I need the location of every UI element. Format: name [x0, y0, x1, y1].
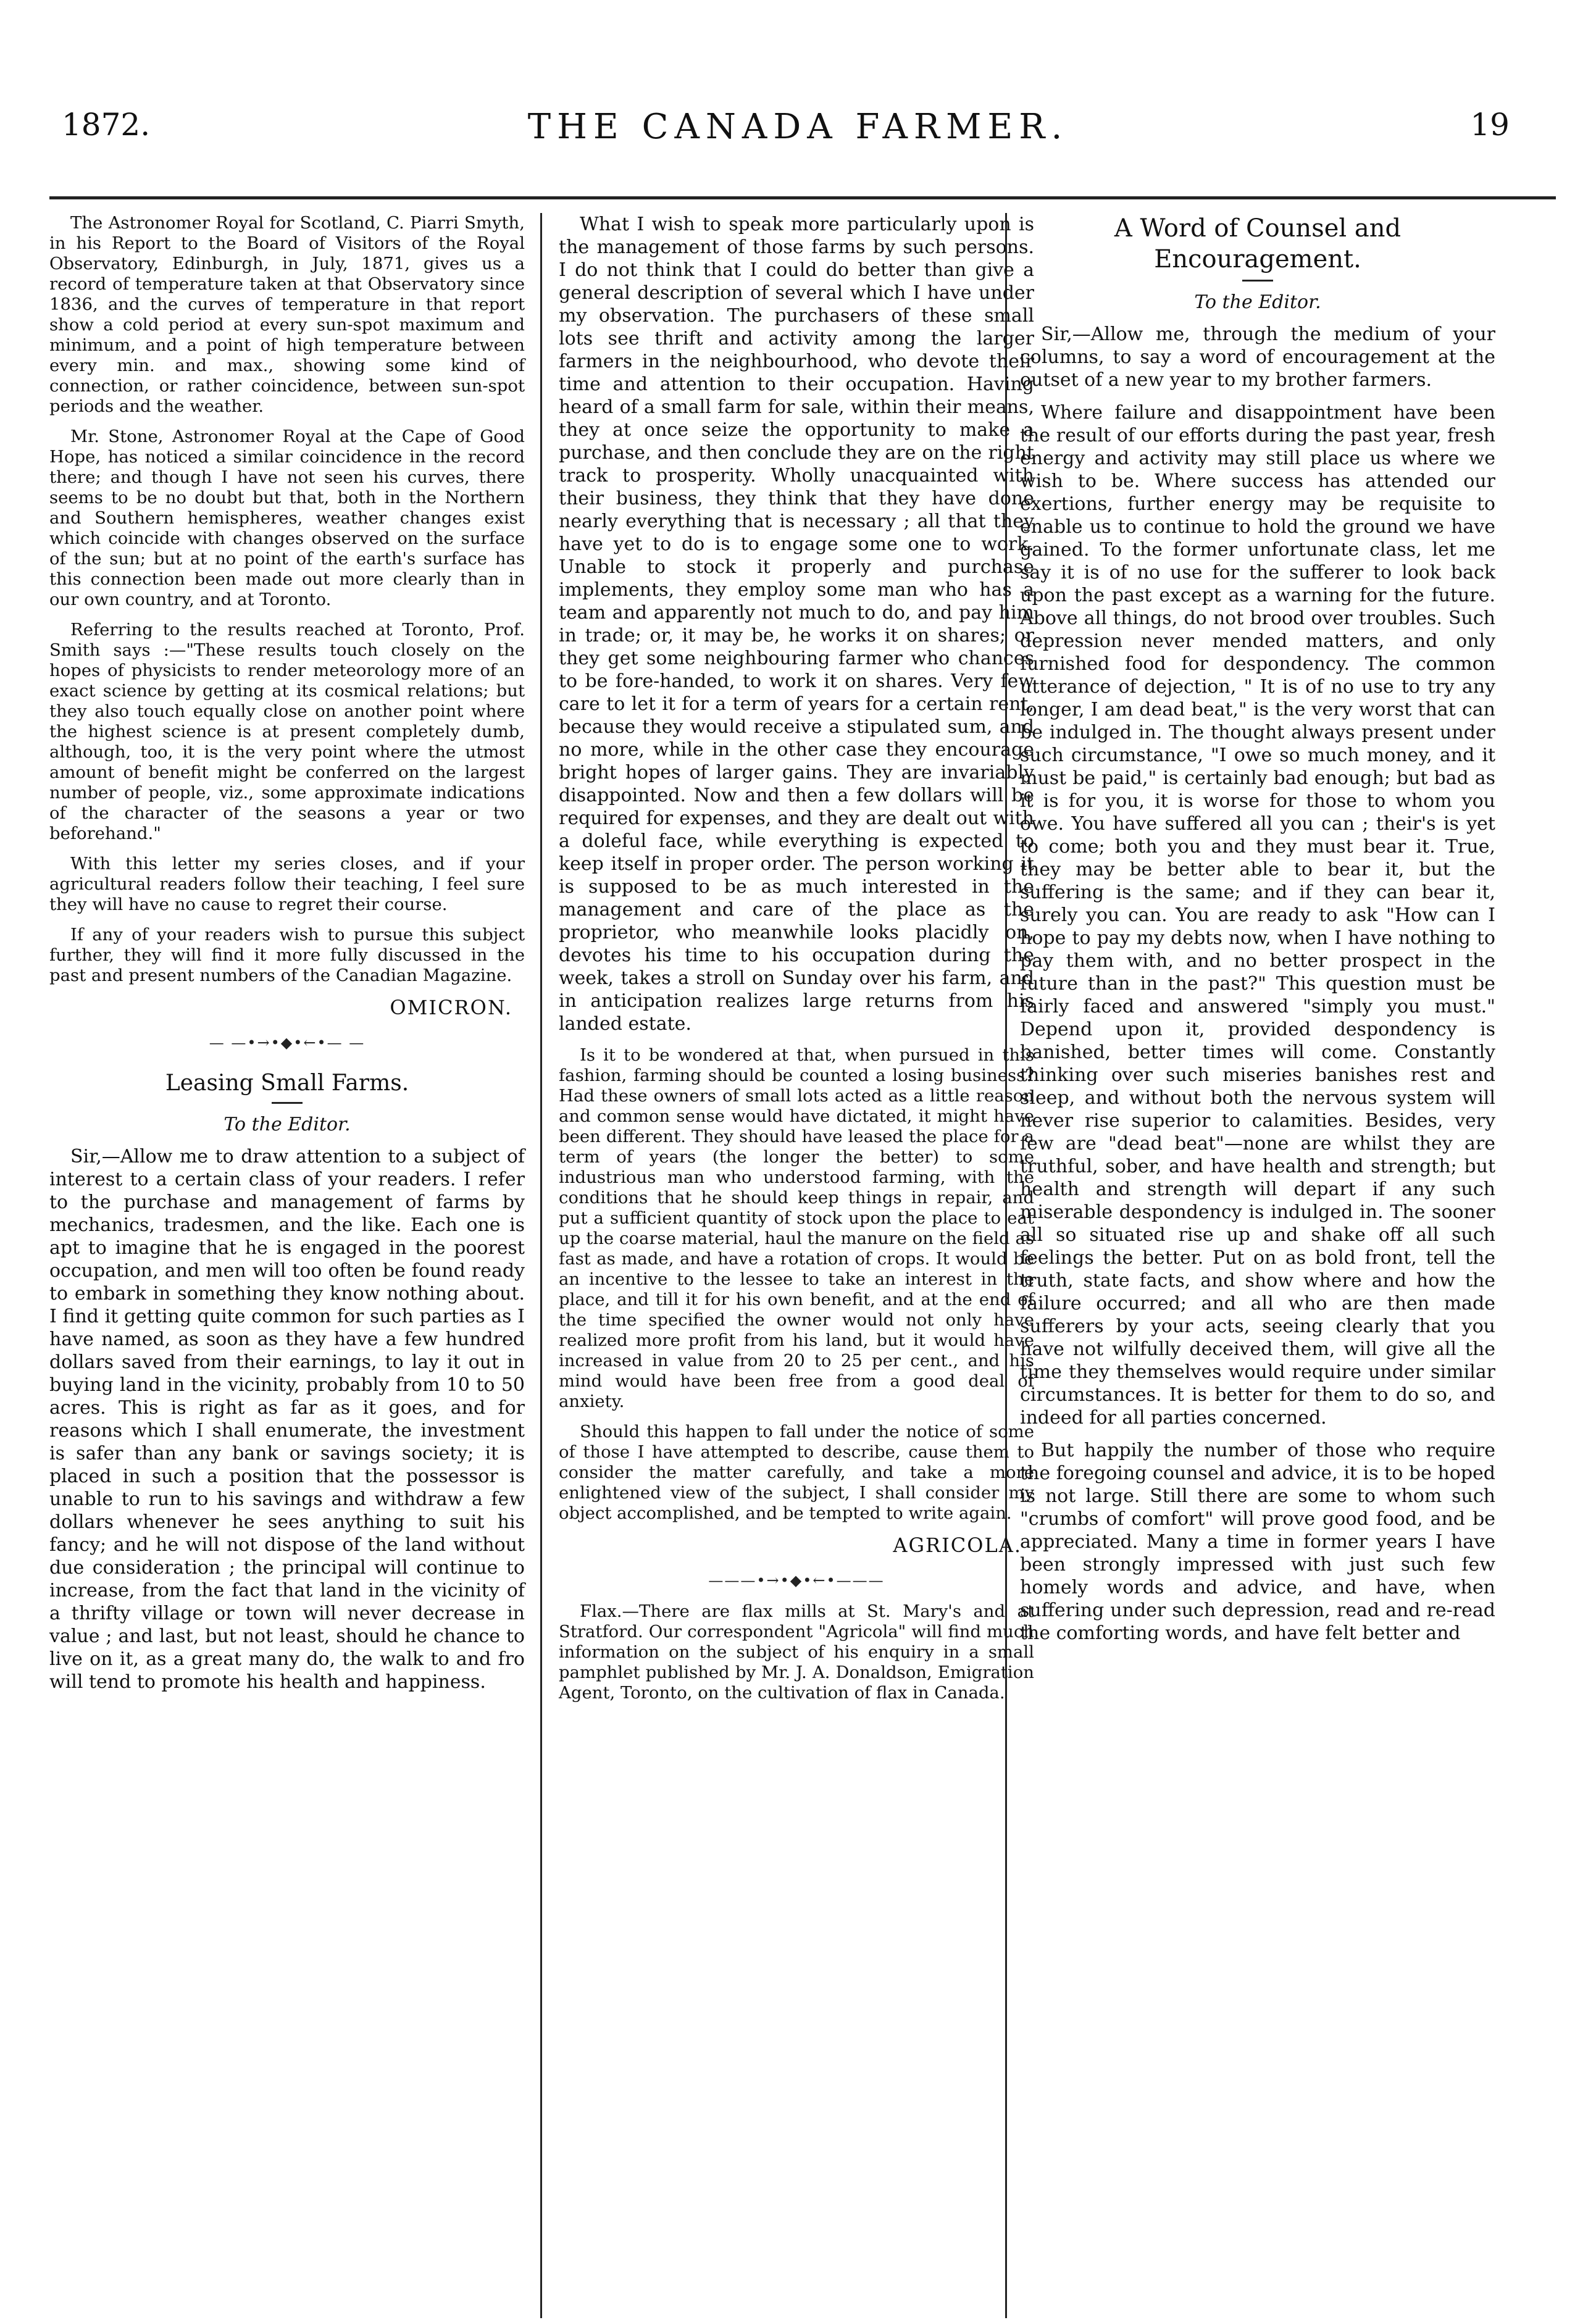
paragraph: Should this happen to fall under the notice of some of those I have attempted to describe, cause them to consider the matter carefully, and take a more enlightened view of the subject, I shall consider my object accomplished, and be tempted to write again.: [559, 1422, 1034, 1523]
column-2: [559, 213, 1034, 1713]
title-rule: [1242, 280, 1273, 282]
masthead-title: THE CANADA FARMER.: [527, 107, 1069, 147]
paragraph: Mr. Stone, Astronomer Royal at the Cape of Good Hope, has noticed a similar coincidence in the record there; and though I have not seen his curves, there seems to be no doubt but that, both in the Northern and Southern hemispheres, weather changes exist which coincide with changes observed on the surface of the sun; but at no point of the earth's surface has this connection been made out more clearly than in our own country, and at Toronto.: [49, 427, 525, 609]
column-3: [1020, 213, 1495, 1654]
article-title: A Word of Counsel and Encouragement.: [1114, 214, 1402, 273]
page-number: 19: [1470, 107, 1510, 143]
paragraph: Sir,—Allow me to draw attention to a subject of interest to a certain class of your readers. I refer to the purchase and management of farms by mechanics, tradesmen, and the like. Each one is apt to imagine that he is engaged in the poorest occupation, and men will too often be found ready to embark in something they know nothing about. I find it getting quite common for such parties as I have named, as soon as they have a few hundred dollars saved from their earnings, to lay it out in buying land in the vicinity, probably from 10 to 50 acres. This is right as far as it goes, and for reasons which I shall enumerate, the investment is safer than any bank or savings society; it is placed in such a position that the possessor is unable to run to his savings and withdraw a few dollars whenever he sees anything to suit his fancy; and he will not dispose of the land without due consideration ; the principal will continue to increase, from the fact that land in the vicinity of a thrifty village or town will never decrease in value ; and last, but not least, should he chance to live on it, as a great many do, the walk to and fro will tend to promote his health and happiness.: [49, 1146, 525, 1693]
column-1: [49, 213, 525, 1703]
ornament-divider: ———•→•◆•←•———: [708, 1572, 885, 1589]
signature: AGRICOLA.: [893, 1533, 1022, 1557]
paragraph: If any of your readers wish to pursue this subject further, they will find it more fully discussed in the past and present numbers of the Canadian Magazine.: [49, 925, 525, 985]
issue-year: 1872.: [62, 107, 151, 143]
paragraph: Is it to be wondered at that, when pursued in this fashion, farming should be counted a losing business? Had these owners of small lots acted as a little reason and common sense would have dictated, it might have been different. They should have leased the place for a term of years (the longer the better) to some industrious man who understood farming, with the conditions that he should keep things in repair, and put a sufficient quantity of stock upon the place to eat up the coarse material, haul the manure on the field as fast as made, and have a rotation of crops. It would be an incentive to the lessee to take an interest in the place, and till it for his own benefit, and at the end of the time specified the owner would not only have realized more profit from his land, but it would have increased in value from 20 to 25 per cent., and his mind would have been free from a good deal of anxiety.: [559, 1045, 1034, 1411]
title-rule: [272, 1102, 303, 1104]
paragraph: What I wish to speak more particularly upon is the management of those farms by such persons. I do not think that I could do better than give a general description of several which I have under my observation. The purchasers of these small lots see thrift and activity among the larger farmers in the neighbourhood, who devote their time and attention to their occupation. Having heard of a small farm for sale, within their means, they at once seize the opportunity to make a purchase, and then conclude they are on the right track to prosperity. Wholly unacquainted with their business, they think that they have done nearly everything that is necessary ; all that they have yet to do is to engage some one to work. Unable to stock it properly and purchase implements, they employ some man who has a team and apparently not much to do, and pay him in trade; or, it may be, he works it on shares; or they get some neighbouring farmer who chances to be fore-handed, to work it on shares. Very few care to let it for a term of years for a certain rent, because they would receive a stipulated sum, and no more, while in the other case they encourage bright hopes of larger gains. They are invariably disappointed. Now and then a few dollars will be required for expenses, and they are dealt out with a doleful face, while everything is expected to keep itself in proper order. The person working it is supposed to be as much interested in the management and care of the place as the proprietor, who meanwhile looks placidly on, devotes his time to his occupation during the week, takes a stroll on Sunday over his farm, and in anticipation realizes large returns from his landed estate.: [559, 214, 1034, 1035]
paragraph: But happily the number of those who require the foregoing counsel and advice, it is to be hoped is not large. Still there are some to whom such "crumbs of comfort" will prove good food, and be appreciated. Many a time in former years I have been strongly impressed with just such few homely words and advice, and have, when suffering under such depression, read and re-read the comforting words, and have felt better and: [1020, 1440, 1495, 1644]
salutation-heading: To the Editor.: [224, 1114, 351, 1135]
paragraph: Where failure and disappointment have been the result of our efforts during the past year, fresh energy and activity may still place us where we wish to be. Where success has attended our exertions, further energy may be requisite to enable us to continue to hold the ground we have gained. To the former unfortunate class, let me say it is of no use for the sufferer to look back upon the past except as a warning for the future. Above all things, do not brood over troubles. Such depression never mended matters, and only furnished food for despondency. The common utterance of dejection, " It is of no use to try any longer, I am dead beat," is the very worst that can be indulged in. The thought always present under such circumstance, "I owe so much money, and it must be paid," is certainly bad enough; but bad as it is for you, it is worse for those to whom you owe. You have suffered all you can ; their's is yet to come; both you and they must bear it. True, they may be better able to bear it, but the suffering is the same; and if they can bear it, surely you can. You are ready to ask "How can I hope to pay my debts now, when I have nothing to pay them with, and no better prospect in the future than in the past?" This question must be fairly faced and answered "simply you must." Depend upon it, provided despondency is banished, better times will come. Constantly thinking over such miseries banishes rest and sleep, and without both the nervous system will never rise superior to calamities. Besides, very few are "dead beat"—none are whilst they are truthful, sober, and have health and strength; but health and strength will depart if any such miserable despondency is indulged in. The sooner all so situated rise up and shake off all such feelings the better. Put on as bold front, tell the truth, state facts, and show where and how the failure occurred; and all who are then made sufferers by your acts, seeing clearly that you have not wilfully deceived them, will give all the time they themselves would require under similar circumstances. It is better for them to do so, and indeed for all parties concerned.: [1020, 402, 1495, 1429]
signature: OMICRON.: [390, 996, 512, 1019]
header-rule: [49, 196, 1556, 199]
ornament-divider: — —•→•◆•←•— —: [209, 1034, 366, 1051]
flax-notice: Flax.—There are flax mills at St. Mary's and at Stratford. Our correspondent "Agricola" will find much information on the subject of his enquiry in a small pamphlet published by Mr. J. A. Donaldson, Emigration Agent, Toronto, on the cultivation of flax in Canada.: [559, 1601, 1034, 1703]
column-divider: [540, 213, 542, 2318]
paragraph: With this letter my series closes, and if your agricultural readers follow their teaching, I feel sure they will have no cause to regret their course.: [49, 854, 525, 914]
article-title: Leasing Small Farms.: [165, 1070, 409, 1096]
page-header: [62, 102, 1534, 151]
salutation-heading: To the Editor.: [1194, 291, 1321, 313]
paragraph: Sir,—Allow me, through the medium of your columns, to say a word of encouragement at the outset of a new year to my brother farmers.: [1020, 323, 1495, 391]
paragraph: The Astronomer Royal for Scotland, C. Piarri Smyth, in his Report to the Board of Visitors of the Royal Observatory, Edinburgh, in July, 1871, gives us a record of temperature taken at that Observatory since 1836, and the curves of temperature in that report show a cold period at every sun-spot maximum and minimum, and a point of high temperature between every min. and max., showing some kind of connection, or rather coincidence, between sun-spot periods and the weather.: [49, 213, 525, 416]
paragraph: Referring to the results reached at Toronto, Prof. Smith says :—"These results touch closely on the hopes of physicists to render meteorology more of an exact science by getting at its cosmical relations; but they also touch equally close on another point where the highest science is at present completely dumb, although, too, it is the very point where the utmost amount of benefit might be conferred on the largest number of people, viz., some approximate indications of the character of the seasons a year or two beforehand.": [49, 620, 525, 843]
